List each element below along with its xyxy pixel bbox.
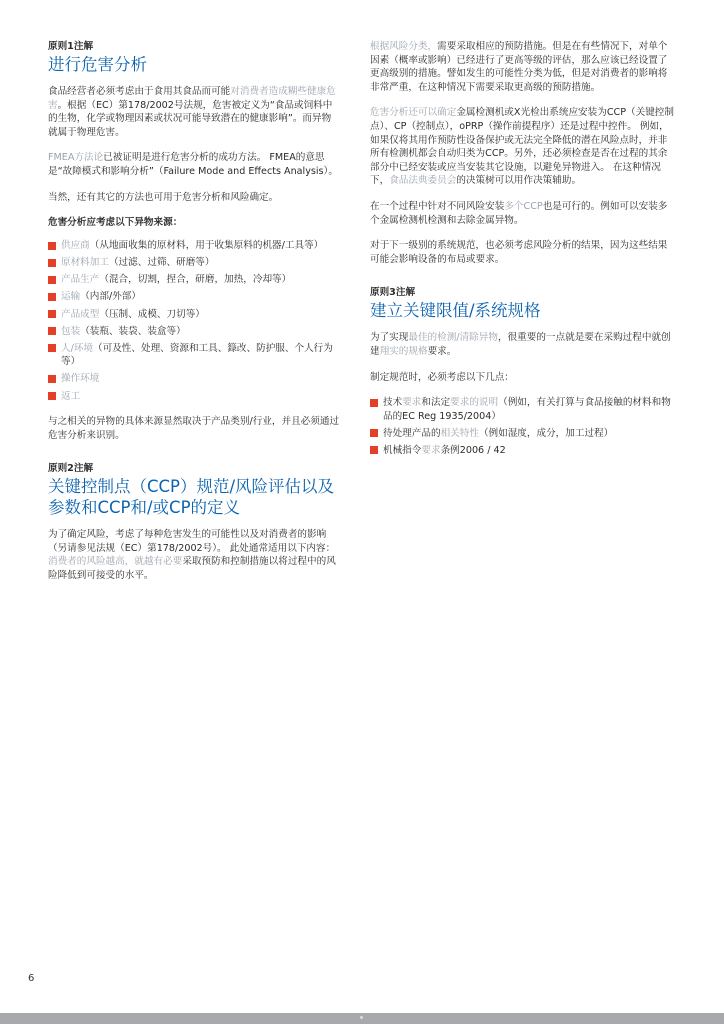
body-text: ，很重要的一点就是要在采购过程中就创建	[370, 332, 671, 357]
body-text: 为了实现	[370, 332, 409, 344]
list-item	[48, 372, 340, 386]
bullet-square-icon	[48, 293, 56, 301]
note3-title: 建立关键限值/系统规格	[370, 301, 541, 321]
note3-paragraph-1	[370, 331, 676, 358]
highlight-text: 原材料加工	[61, 257, 109, 269]
highlight-text: 人/环境	[61, 342, 94, 354]
body-text: 。根据（EC）第178/2002号法规，危害被定义为“食品或饲料中的生物，化学或物理因素或状况可能导致潜在的健康影响”。而异物就属于物理危害。	[48, 99, 333, 138]
left-column	[48, 40, 340, 595]
highlight-text: 操作环境	[61, 373, 100, 385]
spec-list	[370, 396, 676, 457]
bullet-square-icon	[48, 276, 56, 284]
bullet-square-icon	[48, 242, 56, 250]
body-text: （从地面收集的原材料，用于收集原料的机器/工具等）	[89, 240, 324, 252]
list-item	[48, 239, 340, 253]
highlight-text: FMEA方法论	[48, 152, 104, 164]
highlight-text: 返工	[61, 390, 81, 402]
body-text: 技术	[383, 397, 403, 409]
list-item	[48, 325, 340, 339]
highlight-text: 运输	[61, 291, 81, 303]
list-item	[48, 390, 340, 404]
body-text: （内部/外部）	[80, 291, 141, 303]
highlight-text: 多个CCP	[504, 200, 543, 212]
body-text: （压制、成模、刀切等）	[99, 308, 205, 320]
bullet-square-icon	[48, 392, 56, 400]
right-paragraph-2	[370, 106, 676, 188]
footer-dot	[360, 1016, 363, 1019]
body-text: 需要采取相应的预防措施。但是在有些情况下，对单个因素（概率或影响）已经进行了更高等级的评估，那么应该已经设置了更高级别的措施。譬如发生的可能性分类为低，但是对消费者的影响将非常严重，在这种情况下需要采取更高级的预防措施。	[370, 41, 668, 93]
note3-paragraph-2: 制定规范时，必须考虑以下几点：	[370, 371, 514, 383]
page-number: 6	[28, 973, 35, 984]
highlight-text: 最佳的检测/清除异物	[408, 332, 498, 344]
list-item	[370, 396, 676, 423]
body-text: 为了确定风险，考虑了每种危害发生的可能性以及对消费者的影响（另请参见法规（EC）第178/2002号）。 此处通常适用以下内容：	[48, 529, 336, 554]
bullet-square-icon	[48, 344, 56, 352]
highlight-text: 相关特性	[440, 427, 479, 439]
right-paragraph-3	[370, 200, 676, 227]
note1-paragraph-3: 当然，还有其它的方法也可用于危害分析和风险确定。	[48, 191, 279, 203]
note1-kicker: 原则1注解	[48, 41, 94, 52]
highlight-text: 对消费者造成糊些健康危害	[48, 86, 336, 111]
body-text: （可及性、处理、资源和工具、籙改、防护服、个人行为等）	[61, 342, 333, 368]
highlight-text: 消费者的风险越高，就越有必要	[48, 556, 183, 568]
sources-list	[48, 239, 340, 403]
body-text: 机械指令	[383, 444, 422, 456]
highlight-text: 危害分析还可以确定	[370, 107, 457, 119]
body-text: 要求。	[427, 345, 457, 357]
list-item	[48, 256, 340, 270]
note1-paragraph-1	[48, 85, 340, 139]
bullet-square-icon	[370, 399, 378, 407]
body-text: 金属检测机或X光检出系统应安装为CCP（关键控制点）、CP（控制点），oPRP（操作前提程序）还是过程中控件。 例如，如果仅将其用作预防性设备保护或无法完全降低的潜在风险点时，并非所有检测机都会自动归类为CCP。另外，还必须检查是否在过程的其余部分中已经安装或应当安装其它设施，以避免异物进入。 在这种情况下，	[370, 107, 674, 187]
highlight-text: 根据风险分类，	[370, 41, 438, 52]
highlight-text: 要求	[421, 444, 441, 456]
note2-paragraph-1	[48, 528, 340, 582]
body-text: 在一个过程中针对不同风险安装	[370, 200, 505, 212]
body-text: （过滤、过筛、研磨等）	[108, 257, 215, 269]
highlight-text: 供应商	[61, 240, 90, 252]
note1-paragraph-2	[48, 151, 340, 178]
body-text: 食品经营者必须考虑由于食用其食品而可能	[48, 86, 231, 97]
note3-kicker: 原则3注解	[370, 287, 416, 299]
body-text: 待处理产品的	[383, 427, 441, 439]
footer-bar	[0, 1013, 724, 1024]
highlight-text: 产品成型	[61, 308, 100, 320]
sources-subhead: 危害分析应考虑以下异物来源：	[48, 217, 183, 229]
bullet-square-icon	[370, 429, 378, 437]
list-item	[48, 273, 340, 287]
body-text: 已被证明是进行危害分析的成功方法。 FMEA的意思是“故障模式和影响分析”（Failure Mode and Effects Analysis）。	[48, 152, 338, 177]
highlight-text: 要求	[402, 397, 422, 409]
body-text: （例如，有关打算与食品接触的材料和物品的EC Reg 1935/2004）	[383, 397, 671, 422]
list-item	[370, 427, 676, 441]
list-item	[48, 342, 340, 369]
list-item	[370, 444, 676, 458]
bullet-square-icon	[370, 446, 378, 454]
right-paragraph-1	[370, 40, 676, 94]
highlight-text: 包装	[61, 325, 81, 337]
bullet-square-icon	[48, 310, 56, 318]
body-text: （混合，切割，捏合，研磨，加热，冷却等）	[99, 274, 292, 286]
right-paragraph-4: 对于下一级别的系统规范，也必须考虑风险分析的结果，因为这些结果可能会影响设备的布局或要求。	[370, 240, 668, 265]
right-column	[370, 40, 676, 469]
body-text: 的决策树可以用作决策辅助。	[456, 175, 582, 187]
body-text: 和法定	[421, 397, 451, 409]
body-text: 采取预防和控制措施以将过程中的风险降低到可接受的水平。	[48, 556, 336, 582]
body-text: （例如湿度，成分，加工过程）	[478, 427, 614, 439]
note2-title: 关键控制点（CCP）规范/风险评估以及参数和CCP和/或CP的定义	[48, 477, 335, 518]
body-text: 也是可行的。例如可以安装多个金属检测机检测和去除金属异物。	[370, 200, 668, 226]
highlight-text: 产品生产	[61, 274, 100, 286]
bullet-square-icon	[48, 327, 56, 335]
list-item	[48, 290, 340, 304]
note1-title: 进行危害分析	[48, 55, 147, 74]
list-item	[48, 308, 340, 322]
note2-kicker: 原则2注解	[48, 463, 94, 475]
note1-paragraph-4: 与之相关的异物的具体来源显然取决于产品类别/行业，并且必须通过危害分析来识别。	[48, 416, 340, 441]
highlight-text: 食品法典委员会	[389, 175, 457, 187]
body-text: 条例2006 / 42	[440, 444, 506, 456]
bullet-square-icon	[48, 259, 56, 267]
highlight-text: 要求的说明	[450, 397, 499, 409]
bullet-square-icon	[48, 375, 56, 383]
body-text: （装瓶、装袋、装盒等）	[80, 325, 186, 337]
highlight-text: 翔实的规格	[379, 345, 428, 357]
